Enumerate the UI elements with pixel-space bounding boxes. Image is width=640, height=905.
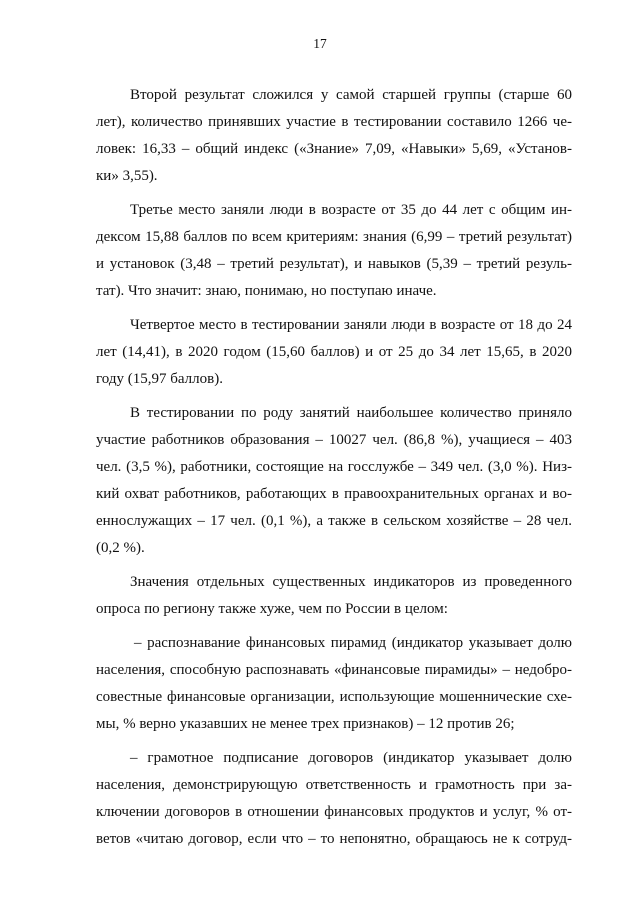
text-line: дексом 15,88 баллов по всем критериям: знания (6,99 – третий результат) xyxy=(96,229,572,245)
paragraph-indicators-intro xyxy=(96,569,572,623)
page-number: 17 xyxy=(313,36,327,51)
text-line: лет), количество принявших участие в тестировании составило 1266 че- xyxy=(96,114,572,130)
document-body xyxy=(96,82,572,853)
text-line: ветов «читаю договор, если что – то непонятно, обращаюсь не к сотруд- xyxy=(96,831,572,847)
text-line: Второй результат сложился у самой старшей группы (старше 60 xyxy=(130,87,572,103)
text-line: Четвертое место в тестировании заняли люди в возрасте от 18 до 24 xyxy=(130,317,572,333)
text-line: совестные финансовые организации, использующие мошеннические схе- xyxy=(96,689,572,705)
text-line: мы, % верно указавших не менее трех признаков) – 12 против 26; xyxy=(96,716,515,732)
list-item-contracts xyxy=(96,745,572,853)
text-line: Третье место заняли люди в возрасте от 35 до 44 лет с общим ин- xyxy=(130,202,572,218)
text-line: населения, демонстрирующую ответственность и грамотность при за- xyxy=(96,777,572,793)
text-line: участие работников образования – 10027 чел. (86,8 %), учащиеся – 403 xyxy=(96,432,572,448)
text-line: тат). Что значит: знаю, понимаю, но поступаю иначе. xyxy=(96,283,437,299)
text-line: кий охват работников, работающих в правоохранительных органах и во- xyxy=(96,486,572,502)
text-line: – грамотное подписание договоров (индикатор указывает долю xyxy=(130,750,572,766)
text-line: населения, способную распознавать «финансовые пирамиды» – недобро- xyxy=(96,662,572,678)
paragraph-fourth-place xyxy=(96,312,572,393)
text-line: В тестировании по роду занятий наибольшее количество приняло xyxy=(130,405,572,421)
text-line: опроса по региону также хуже, чем по России в целом: xyxy=(96,601,448,617)
paragraph-occupation xyxy=(96,400,572,562)
paragraph-oldest-group xyxy=(96,82,572,190)
paragraph-third-place xyxy=(96,197,572,305)
text-line: (0,2 %). xyxy=(96,540,145,556)
text-line: лет (14,41), в 2020 годом (15,60 баллов) и от 25 до 34 лет 15,65, в 2020 xyxy=(96,344,572,360)
text-line: – распознавание финансовых пирамид (индикатор указывает долю xyxy=(134,635,572,651)
text-line: ки» 3,55). xyxy=(96,168,158,184)
list-item-pyramids xyxy=(96,630,572,738)
text-line: году (15,97 баллов). xyxy=(96,371,223,387)
text-line: и установок (3,48 – третий результат), и навыков (5,39 – третий резуль- xyxy=(96,256,572,272)
text-line: ключении договоров в отношении финансовых продуктов и услуг, % от- xyxy=(96,804,572,820)
text-line: Значения отдельных существенных индикаторов из проведенного xyxy=(130,574,572,590)
text-line: чел. (3,5 %), работники, состоящие на госслужбе – 349 чел. (3,0 %). Низ- xyxy=(96,459,572,475)
text-line: еннослужащих – 17 чел. (0,1 %), а также в сельском хозяйстве – 28 чел. xyxy=(96,513,572,529)
text-line: ловек: 16,33 – общий индекс («Знание» 7,09, «Навыки» 5,69, «Установ- xyxy=(96,141,572,157)
